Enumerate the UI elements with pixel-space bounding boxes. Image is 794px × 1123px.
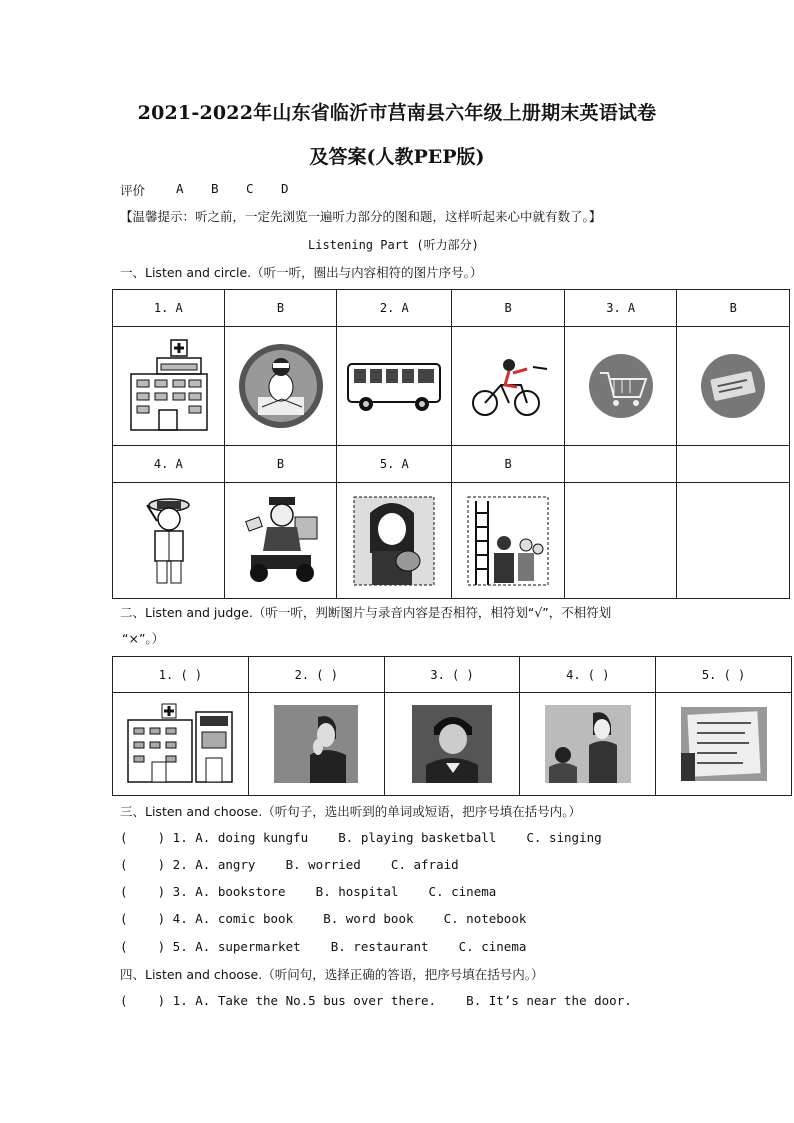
s2-label-3: 3. ( ) xyxy=(384,657,520,693)
s1-empty-pic-1 xyxy=(564,483,677,599)
s2-label-2: 2. ( ) xyxy=(248,657,384,693)
section2-heading-line1: 二、Listen and judge.（听一听，判断图片与录音内容是否相符，相符划“√”，不相符划 xyxy=(120,605,612,620)
s1-label-5a: 5. A xyxy=(337,446,452,483)
rating-option-d: D xyxy=(281,181,289,196)
section2-heading-line2: “×”。） xyxy=(122,631,165,646)
s1-empty-pic-2 xyxy=(677,483,790,599)
cart-icon xyxy=(564,327,677,446)
section1-heading: 一、Listen and circle.（听一听，圈出与内容相符的图片序号。） xyxy=(120,265,483,280)
firefighter-icon xyxy=(452,483,565,599)
section3-item-2: ( ) 2. A. angry B. worried C. afraid xyxy=(120,857,459,872)
bus-icon xyxy=(337,327,452,446)
page-subtitle: 及答案(人教PEP版) xyxy=(309,146,485,168)
bicycle-icon xyxy=(452,327,565,446)
section3-item-4: ( ) 4. A. comic book B. word book C. notebook xyxy=(120,911,527,926)
s1-label-5b: B xyxy=(452,446,565,483)
ticket-icon xyxy=(677,327,790,446)
s1-label-4b: B xyxy=(224,446,337,483)
s2-label-5: 5. ( ) xyxy=(656,657,792,693)
s1-label-3b: B xyxy=(677,290,790,327)
section2-table xyxy=(112,656,792,796)
s1-label-4a: 4. A xyxy=(113,446,225,483)
rating-option-b: B xyxy=(211,181,219,196)
s1-empty-1 xyxy=(564,446,677,483)
s1-empty-2 xyxy=(677,446,790,483)
listening-part-heading: Listening Part (听力部分) xyxy=(308,238,479,252)
teacher-student-icon xyxy=(520,693,656,796)
s2-label-1: 1. ( ) xyxy=(113,657,249,693)
listening-tip: 【温馨提示：听之前，一定先浏览一遍听力部分的图和题，这样听起来心中就有数了。】 xyxy=(120,209,602,224)
hospital-cinema-icon xyxy=(113,693,249,796)
s2-label-4: 4. ( ) xyxy=(520,657,656,693)
girl-with-cat-icon xyxy=(337,483,452,599)
section3-item-3: ( ) 3. A. bookstore B. hospital C. cinema xyxy=(120,884,497,899)
s1-label-2a: 2. A xyxy=(337,290,452,327)
rating-option-a: A xyxy=(176,181,184,196)
section4-heading: 四、Listen and choose.（听问句，选择正确的答语，把序号填在括号内。） xyxy=(120,967,544,982)
rating-option-c: C xyxy=(246,181,254,196)
robot-icon xyxy=(224,327,337,446)
section3-item-5: ( ) 5. A. supermarket B. restaurant C. cinema xyxy=(120,939,527,954)
s1-label-1b: B xyxy=(224,290,337,327)
boy-portrait-icon xyxy=(384,693,520,796)
policeman-icon xyxy=(113,483,225,599)
s1-label-1a: 1. A xyxy=(113,290,225,327)
section3-heading: 三、Listen and choose.（听句子，选出听到的单词或短语，把序号填在括号内。） xyxy=(120,804,581,819)
s1-label-2b: B xyxy=(452,290,565,327)
page-title: 2021-2022年山东省临沂市莒南县六年级上册期末英语试卷 xyxy=(137,102,657,124)
hospital-icon xyxy=(113,327,225,446)
man-thinking-icon xyxy=(248,693,384,796)
rating-label: 评价 xyxy=(120,183,146,198)
worksheet-icon xyxy=(656,693,792,796)
postman-icon xyxy=(224,483,337,599)
section1-table xyxy=(112,289,790,599)
s1-label-3a: 3. A xyxy=(564,290,677,327)
section4-item-1: ( ) 1. A. Take the No.5 bus over there. B. It’s near the door. xyxy=(120,993,632,1008)
section3-item-1: ( ) 1. A. doing kungfu B. playing basketball C. singing xyxy=(120,830,602,845)
